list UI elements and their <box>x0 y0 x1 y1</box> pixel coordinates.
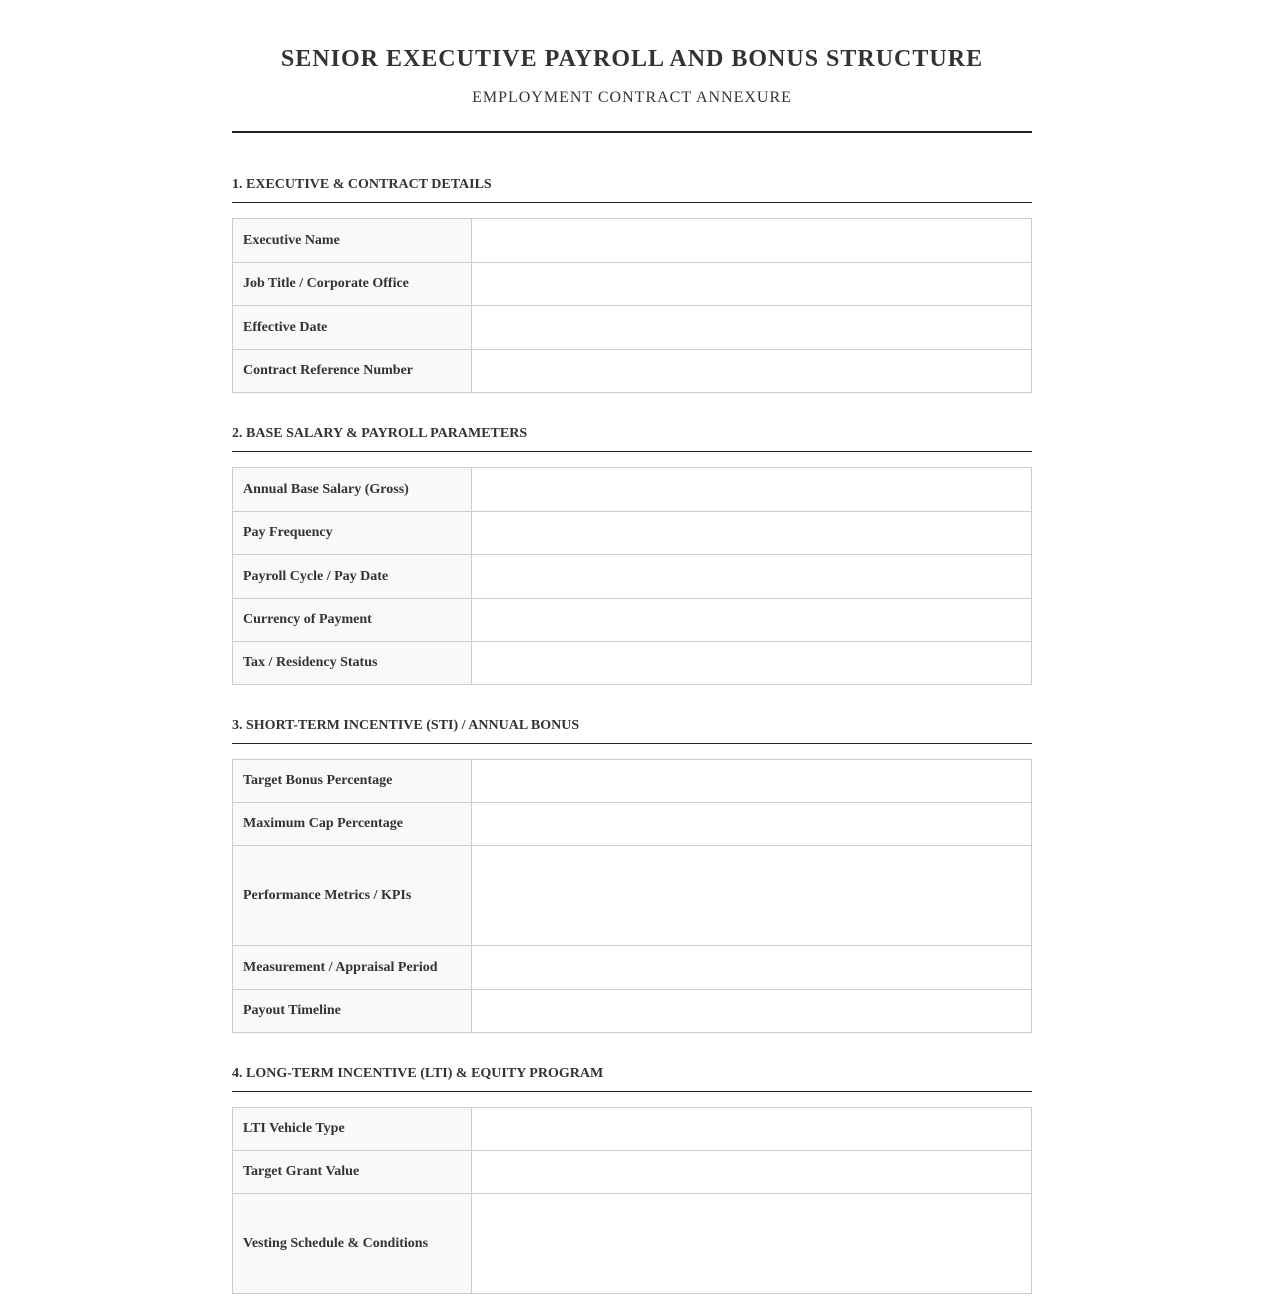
field-label: Effective Date <box>233 306 472 350</box>
field-label: Maximum Cap Percentage <box>233 803 472 846</box>
field-label: Target Bonus Percentage <box>233 760 472 803</box>
field-row-maximum-cap <box>233 803 1032 846</box>
field-label: Currency of Payment <box>233 599 472 642</box>
field-row-tax-residency <box>233 642 1032 685</box>
currency-field[interactable] <box>472 599 1032 642</box>
field-label: Job Title / Corporate Office <box>233 263 472 306</box>
field-row-executive-name <box>233 219 1032 263</box>
section-heading: 1. EXECUTIVE & CONTRACT DETAILS <box>232 176 1032 203</box>
document-page <box>232 0 1032 1294</box>
field-row-vesting-schedule <box>233 1194 1032 1294</box>
section-long-term-incentive <box>232 1065 1032 1294</box>
field-label: Payout Timeline <box>233 990 472 1033</box>
title-divider <box>232 131 1032 133</box>
document-subtitle: EMPLOYMENT CONTRACT ANNEXURE <box>472 89 792 106</box>
field-label: Vesting Schedule & Conditions <box>233 1194 472 1294</box>
contract-reference-field[interactable] <box>472 350 1032 393</box>
effective-date-field[interactable] <box>472 306 1032 350</box>
payout-timeline-field[interactable] <box>472 990 1032 1033</box>
field-label: Performance Metrics / KPIs <box>233 846 472 946</box>
field-row-effective-date <box>233 306 1032 350</box>
target-grant-value-field[interactable] <box>472 1151 1032 1194</box>
lti-vehicle-type-field[interactable] <box>472 1108 1032 1151</box>
performance-metrics-field[interactable] <box>472 846 1032 946</box>
section-short-term-incentive <box>232 717 1032 1033</box>
job-title-field[interactable] <box>472 263 1032 306</box>
annual-base-salary-field[interactable] <box>472 468 1032 512</box>
field-label: Measurement / Appraisal Period <box>233 946 472 990</box>
field-label: Executive Name <box>233 219 472 263</box>
field-label: Annual Base Salary (Gross) <box>233 468 472 512</box>
document-title: SENIOR EXECUTIVE PAYROLL AND BONUS STRUCTURE <box>280 46 984 72</box>
field-row-pay-frequency <box>233 512 1032 555</box>
field-row-payout-timeline <box>233 990 1032 1033</box>
field-label: Pay Frequency <box>233 512 472 555</box>
field-row-contract-reference <box>233 350 1032 393</box>
section-base-salary-payroll <box>232 425 1032 685</box>
payroll-cycle-field[interactable] <box>472 555 1032 599</box>
field-table <box>232 1107 1032 1294</box>
field-row-target-grant-value <box>233 1151 1032 1194</box>
field-table <box>232 467 1032 685</box>
field-label: Payroll Cycle / Pay Date <box>233 555 472 599</box>
field-row-currency <box>233 599 1032 642</box>
vesting-schedule-field[interactable] <box>472 1194 1032 1294</box>
field-row-target-bonus <box>233 760 1032 803</box>
maximum-cap-field[interactable] <box>472 803 1032 846</box>
field-table <box>232 218 1032 393</box>
field-row-measurement-period <box>233 946 1032 990</box>
field-row-payroll-cycle <box>233 555 1032 599</box>
measurement-period-field[interactable] <box>472 946 1032 990</box>
pay-frequency-field[interactable] <box>472 512 1032 555</box>
section-heading: 2. BASE SALARY & PAYROLL PARAMETERS <box>232 425 1032 452</box>
field-row-annual-base-salary <box>233 468 1032 512</box>
tax-residency-field[interactable] <box>472 642 1032 685</box>
executive-name-field[interactable] <box>472 219 1032 263</box>
section-heading: 4. LONG-TERM INCENTIVE (LTI) & EQUITY PROGRAM <box>232 1065 1032 1092</box>
target-bonus-field[interactable] <box>472 760 1032 803</box>
field-label: LTI Vehicle Type <box>233 1108 472 1151</box>
section-executive-contract-details <box>232 176 1032 393</box>
field-row-performance-metrics <box>233 846 1032 946</box>
field-label: Target Grant Value <box>233 1151 472 1194</box>
field-label: Contract Reference Number <box>233 350 472 393</box>
section-heading: 3. SHORT-TERM INCENTIVE (STI) / ANNUAL BONUS <box>232 717 1032 744</box>
field-row-lti-vehicle-type <box>233 1108 1032 1151</box>
field-label: Tax / Residency Status <box>233 642 472 685</box>
field-table <box>232 759 1032 1033</box>
field-row-job-title <box>233 263 1032 306</box>
